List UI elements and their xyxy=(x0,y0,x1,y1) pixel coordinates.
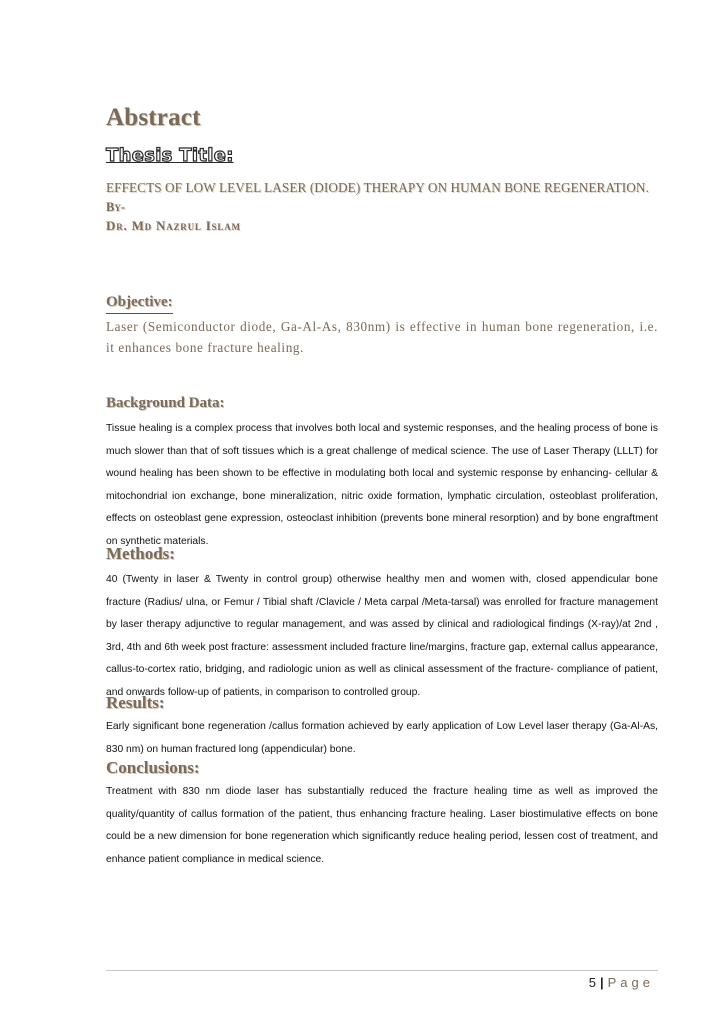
by-label: By- xyxy=(106,200,125,214)
thesis-title-label: Thesis Title: xyxy=(106,145,234,166)
page-number: 5 xyxy=(588,975,596,990)
conclusions-text: Treatment with 830 nm diode laser has substantially reduced the fracture healing time as well as improved the quality/quantity of callus formation of the patient, thus enhancing fracture healing. Laser biostimulative effects on bone could be a new dimension for bone regeneration which significantly reduce healing period, lessen cost of treatment, and enhance patient compliance in medical science. xyxy=(106,786,658,865)
results-text: Early significant bone regeneration /callus formation achieved by early application of Low Level laser therapy (Ga-Al-As, 830 nm) on human fractured long (appendicular) bone. xyxy=(106,721,658,755)
methods-text: 40 (Twenty in laser & Twenty in control group) otherwise healthy men and women with, closed appendicular bone fracture (Radius/ ulna, or Femur / Tibial shaft /Clavicle / Meta carpal /Meta-tarsal) was enrolled for fracture management by laser therapy adjunctive to regular management, and was assed by clinical and radiological findings (X-ray)/at 2nd , 3rd, 4th and 6th week post fracture: assessment included fracture line/margins, fracture gap, external callus appearance, callus-to-cortex ratio, bridging, and radiologic union as well as clinical assessment of the fracture- compliance of patient, and onwards follow-up of patients, in comparison to controlled group. xyxy=(106,574,658,698)
footer-divider xyxy=(106,970,658,971)
page-word: Page xyxy=(607,975,654,990)
background-text: Tissue healing is a complex process that involves both local and systemic responses, and the healing process of bone is much slower than that of soft tissues which is a great challenge of medical science. The use of Laser Therapy (LLLT) for wound healing has been shown to be effective in modulating both local and systemic response by enhancing- cellular & mitochondrial ion exchange, bone mineralization, nitric oxide formation, lymphatic circulation, osteoblast proliferation, effects on osteoblast gene expression, osteoclast inhibition (prevents bone mineral resorption) and by bone engraftment on synthetic materials. xyxy=(106,423,658,547)
objective-text: Laser (Semiconductor diode, Ga-Al-As, 830nm) is effective in human bone regeneration, i.e. it enhances bone fracture healing. xyxy=(106,319,658,355)
methods-heading: Methods: xyxy=(106,544,175,563)
footer-separator: | xyxy=(599,975,604,990)
conclusions-heading: Conclusions: xyxy=(106,758,200,777)
thesis-title: EFFECTS OF LOW LEVEL LASER (DIODE) THERAPY ON HUMAN BONE REGENERATION. xyxy=(106,180,649,195)
background-heading: Background Data: xyxy=(106,395,225,411)
objective-heading: Objective: xyxy=(106,294,173,314)
abstract-heading: Abstract xyxy=(106,104,201,131)
author-name: Dr. Md Nazrul Islam xyxy=(106,218,241,233)
page-footer xyxy=(589,975,654,990)
results-heading: Results: xyxy=(106,693,165,712)
